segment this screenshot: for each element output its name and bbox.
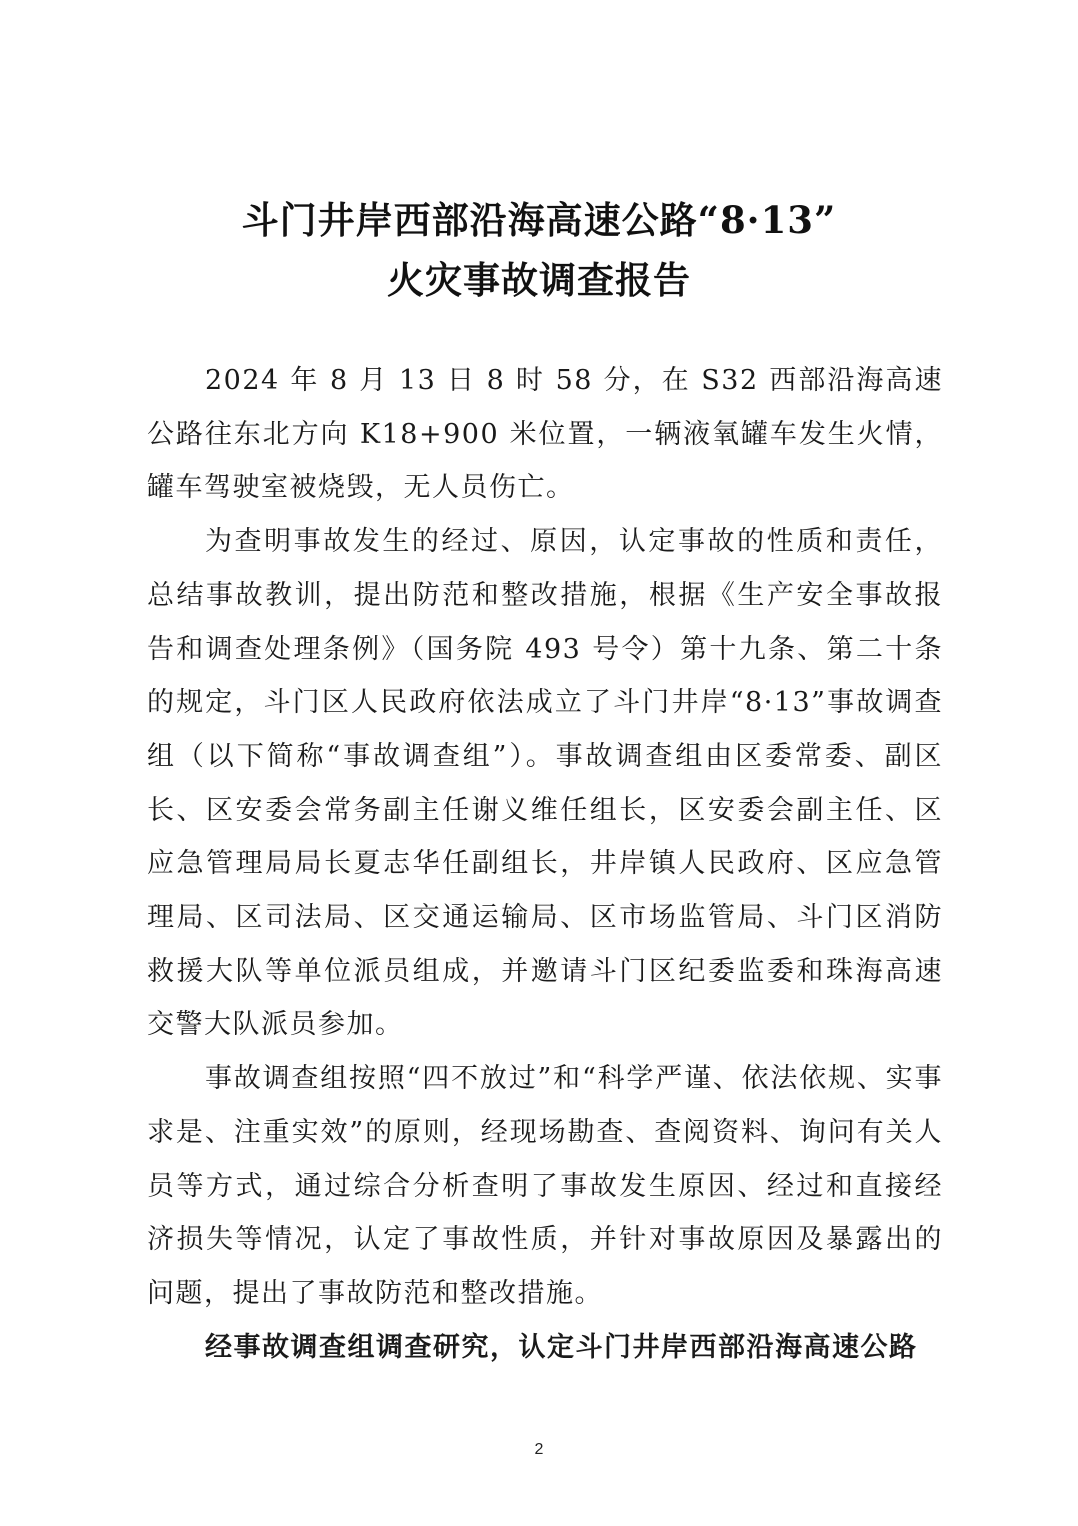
document-body bbox=[147, 354, 943, 1374]
paragraph-investigation-principles: 事故调查组按照“四不放过”和“科学严谨、依法依规、实事求是、注重实效”的原则，经现场勘查、查阅资料、询问有关人员等方式，通过综合分析查明了事故发生原因、经过和直接经济损失等情况，认定了事故性质，并针对事故原因及暴露出的问题，提出了事故防范和整改措施。 bbox=[147, 1063, 943, 1309]
paragraph-incident-summary: 2024 年 8 月 13 日 8 时 58 分，在 S32 西部沿海高速公路往东北方向 K18+900 米位置，一辆液氧罐车发生火情，罐车驾驶室被烧毁，无人员伤亡。 bbox=[147, 365, 943, 504]
title-line-1: 斗门井岸西部沿海高速公路“8·13” bbox=[241, 198, 837, 242]
title-line-2: 火灾事故调查报告 bbox=[387, 258, 691, 302]
document-title bbox=[0, 190, 1078, 310]
page-number: 2 bbox=[534, 1441, 544, 1458]
paragraph-investigation-team: 为查明事故发生的经过、原因，认定事故的性质和责任，总结事故教训，提出防范和整改措施，根据《生产安全事故报告和调查处理条例》（国务院 493 号令）第十九条、第二十条的规定，斗门区人民政府依法成立了斗门井岸“8·13”事故调查组（以下简称“事故调查组”）。事故调查组由区委常委、副区长、区安委会常务副主任谢义维任组长，区安委会副主任、区应急管理局局长夏志华任副组长，井岸镇人民政府、区应急管理局、区司法局、区交通运输局、区市场监管局、斗门区消防救援大队等单位派员组成，并邀请斗门区纪委监委和珠海高速交警大队派员参加。 bbox=[147, 526, 943, 1041]
paragraph-conclusion-start: 经事故调查组调查研究，认定斗门井岸西部沿海高速公路 bbox=[205, 1331, 918, 1363]
